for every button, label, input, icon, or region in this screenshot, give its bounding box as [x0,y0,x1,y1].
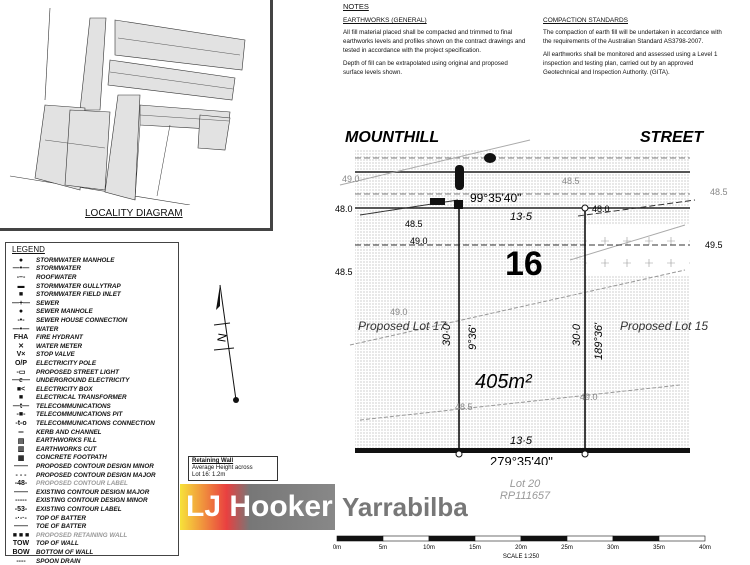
adjacent-lot-left: Proposed Lot 17 [358,319,447,333]
legend-label: EXISTING CONTOUR DESIGN MINOR [36,497,148,505]
legend-item [6,333,178,342]
frontage-dimension: 13·5 [510,211,533,223]
scale-tick-label: 25m [561,545,573,551]
lj-hooker-logo [180,484,335,530]
legend-item [6,488,178,497]
legend-symbol-icon: BOW [12,548,30,556]
legend-symbol-icon: -▭ [16,369,26,377]
contour-level-label: 48.5 [562,176,580,186]
legend-symbol-icon: ▥ [17,446,25,454]
legend-label: UNDERGROUND ELECTRICITY [36,377,130,385]
legend-symbol-icon: ----- [15,497,27,505]
legend-item [6,325,178,334]
street-name-right: STREET [640,129,704,146]
legend-item [6,445,178,454]
legend-label: TELECOMMUNICATIONS [36,402,111,410]
legend-item [6,376,178,385]
legend-symbol-icon: ● [18,308,24,316]
scale-segment [429,536,475,541]
scale-label: SCALE 1:250 [502,554,540,560]
legend-item [6,479,178,488]
legend-item [6,454,178,463]
locality-diagram [0,0,273,231]
legend-item [6,540,178,549]
legend-item [6,282,178,291]
legend-symbol-icon: —e— [12,377,30,385]
legend-item [6,256,178,265]
retaining-wall-lot: Lot 16: 1.2m [192,472,226,478]
legend-symbol-icon: ■ [18,291,24,299]
legend-symbol-icon: —t— [12,402,30,410]
legend-label: TOP OF BATTER [36,514,86,522]
legend-symbol-icon: -53- [14,506,28,514]
scale-segment [521,536,567,541]
contour-level-label: 48.5 [710,187,728,197]
legend-label: STORMWATER [36,265,81,273]
scale-tick-label: 0m [332,545,342,551]
legend-label: WATER METER [36,342,83,350]
legend-item [6,394,178,403]
scale-tick-label: 30m [607,545,619,551]
legend-item [6,522,178,531]
legend-label: EARTHWORKS FILL [36,437,97,445]
rear-dimension: 13·5 [510,435,533,447]
legend-symbol-icon: —+— [11,299,31,307]
bearing-bottom: 279°35'40" [490,454,553,465]
compaction-p1: The compaction of earth fill will be undertaken in accordance with the requirements of the Australian Standard AS3798-2007. [543,29,722,45]
compaction-p2: All earthworks shall be monitored and assessed using a Level 1 inspection and testing plan, carried out by an approved Geotechnical and Inspection Authority. (GITA). [543,51,718,76]
legend-label: TELECOMMUNICATIONS PIT [36,411,123,419]
legend-symbol-icon: ● [18,256,24,264]
legend-label: PROPOSED CONTOUR DESIGN MAJOR [36,471,156,479]
legend-label: PROPOSED STREET LIGHT [36,368,119,376]
legend-item [6,471,178,480]
legend-label: PROPOSED CONTOUR DESIGN MINOR [36,463,154,471]
lot-plan [330,120,750,465]
bearing-left: 9°36' [467,325,479,350]
contour-level-label: 49.0 [390,307,408,317]
retaining-wall-note [188,456,278,481]
legend-items [6,256,178,565]
legend-item [6,359,178,368]
legend-label: SPOON DRAIN [36,557,81,565]
legend-symbol-icon: -48- [14,480,28,488]
legend-item [6,265,178,274]
legend-title: LEGEND [12,245,45,254]
legend-symbol-icon: ■ [18,394,24,402]
svg-text:N: N [214,332,230,344]
legend-label: BOTTOM OF WALL [36,548,94,556]
legend-label: ELECTRICAL TRANSFORMER [36,394,127,402]
legend-item [6,497,178,506]
scale-segment [383,536,429,541]
adjacent-lot-right: Proposed Lot 15 [620,319,709,333]
legend-label: ELECTRICITY BOX [36,385,93,393]
legend-symbol-icon: —•— [12,325,30,333]
legend-item [6,351,178,360]
side-left-dimension: 30·0 [441,323,453,346]
scale-tick-label: 5m [378,545,388,551]
legend-symbol-icon: -·-·- [15,514,27,522]
bearing-top: 99°35'40" [470,191,522,205]
side-right-dimension: 30·0 [571,323,583,346]
legend-item [6,308,178,317]
legend-label: TOE OF BATTER [36,523,87,531]
brand-text: LJ Hooker [186,490,333,523]
legend-symbol-icon: -■- [16,411,26,419]
scale-segment [475,536,521,541]
scale-segment [659,536,705,541]
bearing-right: 189°36' [593,322,605,360]
legend-symbol-icon: —•— [12,265,30,273]
scale-tick-label: 20m [515,545,527,551]
legend-item [6,514,178,523]
legend-label: ROOFWATER [36,273,77,281]
legend-label: PROPOSED CONTOUR LABEL [36,480,128,488]
legend-item [6,462,178,471]
contour-level-label: 48.5 [405,219,423,229]
legend-symbol-icon: —— [14,523,28,531]
legend-symbol-icon: -•- [17,316,25,324]
legend-symbol-icon: -t-o [15,420,27,428]
legend-label: SEWER MANHOLE [36,308,93,316]
legend-label: STORMWATER GULLYTRAP [36,282,121,290]
earthworks-cut [585,225,690,275]
legend-symbol-icon: ---- [16,557,26,565]
legend-label: FIRE HYDRANT [36,334,83,342]
scale-segment [337,536,383,541]
legend-label: STOP VALVE [36,351,75,359]
contour-level-label: 49.0 [410,236,428,246]
notes-title: NOTES [343,2,369,11]
legend-item [6,419,178,428]
lot-rear-label: Lot 20 [509,478,541,490]
legend-label: SEWER [36,299,60,307]
legend-item [6,368,178,377]
legend-label: EXISTING CONTOUR LABEL [36,506,122,514]
locality-map [0,0,270,205]
legend-symbol-icon: ▬ [17,282,25,290]
legend-symbol-icon: ■< [16,385,26,393]
legend-label: ELECTRICITY POLE [36,359,97,367]
scale-segment [613,536,659,541]
legend-label: TELECOMMUNICATIONS CONNECTION [36,420,155,428]
office-name: Yarrabilba [342,492,468,522]
legend-symbol-icon: O/P [14,359,28,367]
legend-symbol-icon: V× [16,351,26,359]
legend-label: SEWER HOUSE CONNECTION [36,316,128,324]
legend [5,242,179,565]
contour-level-label: 49.0 [342,174,360,184]
legend-item [6,436,178,445]
legend-label: TOP OF WALL [36,540,79,548]
legend-item [6,531,178,540]
legend-label: STORMWATER FIELD INLET [36,291,121,299]
legend-item [6,316,178,325]
legend-label: EXISTING CONTOUR DESIGN MAJOR [36,488,150,496]
legend-label: STORMWATER MANHOLE [36,256,115,264]
legend-item [6,299,178,308]
legend-symbol-icon: -–- [16,273,26,281]
retaining-wall-title: Retaining Wall [192,458,234,464]
contour-level-label: 48.5 [335,267,353,277]
legend-label: EARTHWORKS CUT [36,445,97,453]
legend-item [6,505,178,514]
contour-level-label: 48.0 [335,204,353,214]
street-name-left: MOUNTHILL [345,129,440,146]
legend-label: KERB AND CHANNEL [36,428,102,436]
earthworks-p2: Depth of fill can be extrapolated using original and proposed surface levels shown. [343,60,508,76]
locality-diagram-title: LOCALITY DIAGRAM [85,208,183,219]
legend-item [6,290,178,299]
legend-item [6,428,178,437]
legend-symbol-icon: ■ ■ ■ [12,531,30,539]
legend-symbol-icon: - - - [15,471,27,479]
scale-bar [330,530,720,562]
plan-reference: RP111657 [499,490,551,502]
notes [343,2,743,76]
legend-item [6,342,178,351]
earthworks-fill [355,150,690,452]
legend-item [6,557,178,565]
legend-label: PROPOSED RETAINING WALL [36,531,128,539]
legend-symbol-icon: ═ [18,428,24,436]
scale-tick-label: 10m [423,545,435,551]
contour-level-label: 49.0 [580,392,598,402]
scale-tick-label: 15m [469,545,481,551]
legend-symbol-icon: —— [14,488,28,496]
compaction-heading: COMPACTION STANDARDS [543,17,628,24]
scale-segment [567,536,613,541]
legend-symbol-icon: FHA [13,334,29,342]
scale-tick-label: 40m [699,545,711,551]
legend-symbol-icon: —— [14,463,28,471]
legend-item [6,402,178,411]
earthworks-p1: All fill material placed shall be compacted and trimmed to final earthworks levels and profiles shown on the contract drawings and tested in accordance with the project specification. [343,29,526,54]
legend-symbol-icon: ✕ [18,343,24,351]
earthworks-heading: EARTHWORKS (GENERAL) [343,17,427,24]
legend-item [6,548,178,557]
legend-item [6,273,178,282]
contour-level-label: 48.0 [592,204,610,214]
lot-area: 405m² [475,371,532,393]
contour-level-label: 49.5 [705,240,723,250]
north-arrow-icon [200,280,250,405]
lot-number: 16 [505,245,543,283]
legend-item [6,411,178,420]
legend-symbol-icon: ▦ [17,454,25,462]
legend-label: WATER [36,325,59,333]
contour-level-label: 48.5 [455,402,473,412]
scale-tick-label: 35m [653,545,665,551]
legend-symbol-icon: ▤ [17,437,25,445]
legend-item [6,385,178,394]
legend-symbol-icon: TOW [12,540,30,548]
legend-label: CONCRETE FOOTPATH [36,454,107,462]
retaining-wall-text: Average Height across [192,465,253,471]
